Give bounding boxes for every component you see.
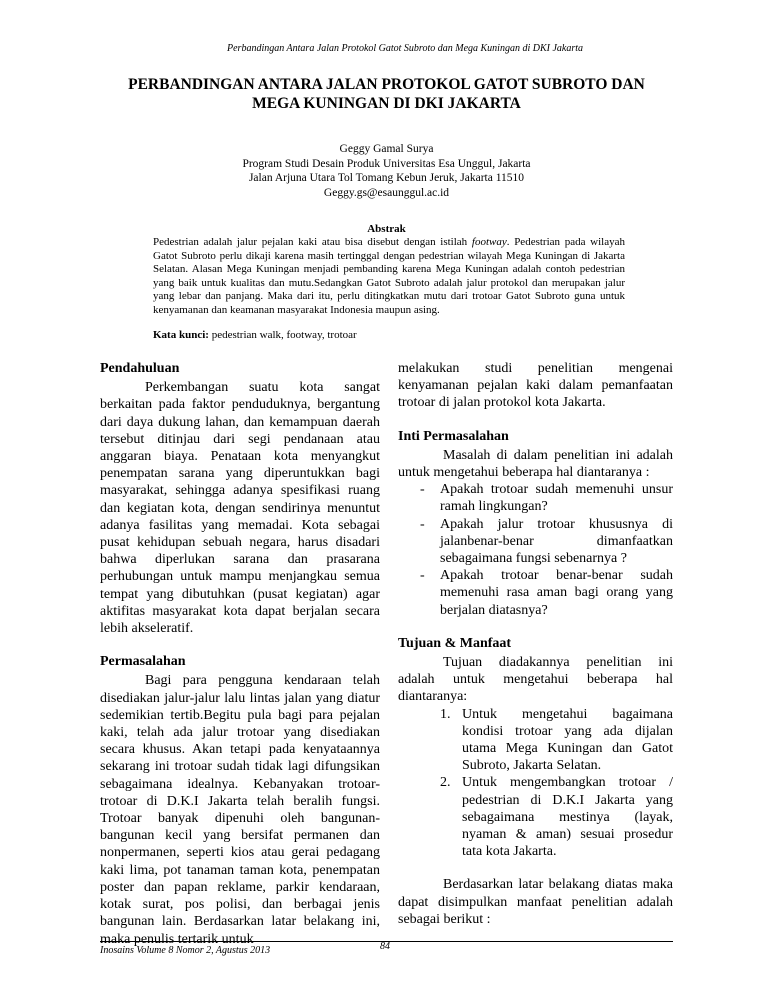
title-line-2: MEGA KUNINGAN DI DKI JAKARTA [252, 95, 521, 112]
list-item-text: Untuk mengetahui bagaimana kondisi trotoar yang ada dijalan utama Mega Kuningan dan Gatot Subroto, Jakarta Selatan. [462, 706, 673, 774]
paper-title [60, 75, 713, 113]
goal-intro-paragraph: Tujuan diadakannya penelitian ini adalah untuk mengetahui beberapa hal diantaranya: [398, 655, 673, 705]
page-number: 84 [380, 941, 390, 952]
abstract-part-1: Pedestrian adalah jalur pejalan kaki atau bisa disebut dengan istilah [153, 236, 472, 248]
core-question-list [398, 481, 673, 619]
keywords-text: pedestrian walk, footway, trotoar [208, 329, 357, 341]
abstract-text [153, 236, 625, 317]
affiliation-2: Jalan Arjuna Utara Tol Tomang Kebun Jeruk, Jakarta 11510 [248, 172, 525, 184]
list-item [398, 774, 673, 860]
section-heading-pendahuluan: Pendahuluan [100, 361, 180, 376]
list-number: 2. [440, 775, 451, 791]
list-number: 1. [440, 706, 451, 722]
list-item: - Apakah jalur trotoar khususnya di jalanbenar-benar dimanfaatkan sebagaimana fungsi sebenarnya ? [398, 516, 673, 568]
abstract-heading: Abstrak [367, 223, 406, 235]
list-item [398, 706, 673, 775]
problem-paragraph: Bagi para pengguna kendaraan telah disediakan jalur-jalur lalu lintas jalan yang diatur sedemikian tertib.Begitu pula bagi para pejalan kaki, telah ada jalur trotoar yang disediakan secara khusus. Akan tetapi pada kenyataannya sekarang ini trotoar sudah tidak lagi difungsikan sebagaimana idealnya. Kebanyakan trotoar-trotoar di D.K.I Jakarta telah beralih fungsi. Trotoar banyak dipenuhi oleh bangunan-bangunan kecil yang bersifat permanen dan nonpermanen, seperti kios atau gerai pedagang kaki lima, pot tanaman taman kota, penempatan poster dan papan reklame, parkir kendaraan, kotak surat, pos polisi, dan berbagai jenis bangunan lain. Berdasarkan latar belakang ini, maka penulis tertarik untuk [100, 673, 380, 947]
author-email: Geggy.gs@esaunggul.ac.id [323, 186, 450, 199]
keywords-label: Kata kunci: [153, 329, 209, 341]
problem-paragraph-continued: melakukan studi penelitian mengenai kenyamanan pejalan kaki dalam pemanfaatan trotoar di jalan protokol kota Jakarta. [398, 361, 673, 411]
section-heading-tujuan-manfaat: Tujuan & Manfaat [398, 635, 512, 651]
list-item-text: Untuk mengembangkan trotoar / pedestrian di D.K.I Jakarta yang sebagaimana mestinya (layak, nyaman & aman) sesuai prosedur tata kota Jakarta. [462, 775, 673, 860]
author-block [100, 142, 673, 200]
title-line-1: PERBANDINGAN ANTARA JALAN PROTOKOL GATOT SUBROTO DAN [128, 76, 645, 93]
running-head: Perbandingan Antara Jalan Protokol Gatot Subroto dan Mega Kuningan di DKI Jakarta [227, 43, 583, 54]
section-heading-inti-permasalahan: Inti Permasalahan [398, 428, 509, 444]
goal-list [398, 706, 673, 861]
footer-journal-info: Inosains Volume 8 Nomor 2, Agustus 2013 [100, 945, 271, 956]
conclusion-paragraph: Berdasarkan latar belakang diatas maka dapat disimpulkan manfaat penelitian adalah sebagai berikut : [398, 877, 673, 927]
author-name: Geggy Gamal Surya [339, 143, 434, 155]
core-intro-paragraph: Masalah di dalam penelitian ini adalah untuk mengetahui beberapa hal diantaranya : [398, 447, 673, 481]
abstract-italic-term: footway [471, 236, 507, 248]
keywords [153, 329, 625, 341]
list-item: - Apakah trotoar benar-benar sudah memenuhi rasa aman bagi orang yang berjalan diatasnya? [398, 567, 673, 619]
list-item: - Apakah trotoar sudah memenuhi unsur ramah lingkungan? [398, 481, 673, 515]
left-column [100, 360, 380, 948]
abstract-part-2: . Pedestrian pada wilayah Gatot Subroto perlu dikaji karena masih tertinggal dengan pedestrian wilayah Mega Kuningan di Jakarta Selatan. Alasan Mega Kuningan menjadi pembanding karena Mega Kuningan adalah contoh pedestrian yang baik untuk kualitas dan mutu.Sedangkan Gatot Subroto adalah jalur protokol dan merupakan jalur yang lebar dan panjang. Maka dari itu, perlu ditingkatkan mutu dari trotoar Gatot Subroto guna untuk kenyamanan dan keamanan masyarakat Indonesia maupun asing. [153, 236, 625, 316]
intro-paragraph: Perkembangan suatu kota sangat berkaitan pada faktor penduduknya, bergantung dari daya dukung lahan, dan kemampuan daerah tersebut ditinjau dari segi pendanaan atau anggaran biaya. Penataan kota menyangkut penempatan sarana yang diperuntukkan bagi masyarakat, sehingga adanya spesifikasi ruang dan kegiatan kota, dengan sendirinya menuntut adanya fasilitas yang memadai. Kota sebagai pusat kehidupan sebuah negara, harus disadari bahwa diperlukan sarana dan prasarana perhubungan untuk mampu menjangkau semua tempat yang dibutuhkan (pusat kegiatan) agar aktifitas masyarakat kota dapat berjalan secara lebih akseleratif. [100, 380, 380, 637]
affiliation-1: Program Studi Desain Produk Universitas Esa Unggul, Jakarta [242, 157, 531, 170]
section-heading-permasalahan: Permasalahan [100, 654, 186, 670]
right-column [398, 360, 673, 928]
